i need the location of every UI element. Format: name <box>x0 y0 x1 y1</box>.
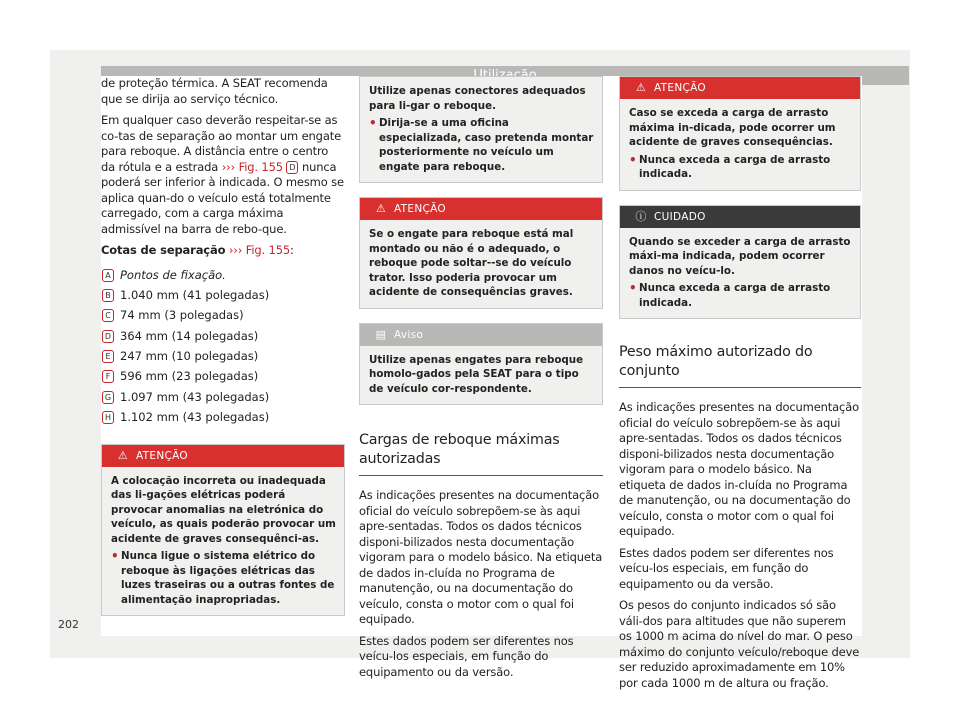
warning-bullet: • Nunca ligue o sistema elétrico do reboque às ligações elétricas das luzes traseiras ou a outras fontes de alimentação inapropriadas. <box>111 549 336 607</box>
list-item <box>101 348 345 368</box>
cotas-heading <box>101 243 345 259</box>
warning-triangle-icon: ⚠ <box>375 202 387 215</box>
warning-box-header <box>102 445 344 467</box>
text: nunca poderá ser inferior à indicada. O mesmo se aplica quan-do o veículo está totalmente carregado, com a carga máxima admissível na barra de rebo-que. <box>101 159 344 236</box>
paragraph: As indicações presentes na documentação oficial do veículo sobrepõem-se às aqui apre-sentadas. Todos os dados técnicos disponi-bilizados nesta documentação vigoram para o modelo básico. Na etiqueta de dados in-cluída no Programa de manutenção, ou na documentação do veículo, consta o motor com o qual foi equipado. <box>359 488 603 626</box>
warning-box-body <box>102 467 344 616</box>
list-item <box>101 307 345 327</box>
callout-badge: E <box>102 350 114 363</box>
column-3 <box>619 76 861 697</box>
list-value: Pontos de fixação. <box>120 267 226 282</box>
list-item <box>101 389 345 409</box>
info-circle-icon: ⓘ <box>635 209 647 223</box>
column-1 <box>101 76 345 630</box>
warning-box-header <box>620 77 860 99</box>
warning-box-header <box>360 198 602 220</box>
list-value: 1.102 mm (43 polegadas) <box>120 410 270 425</box>
paragraph: Os pesos do conjunto indicados só são váli-dos para altitudes que não superem os 1000 m acima do nível do mar. O peso máximo do conjunto veículo/reboque deve ser reduzido aproximadamente em 10% por cada 1000 m de altura ou fração. <box>619 598 860 690</box>
warning-title: ATENÇÃO <box>136 449 188 462</box>
note-box-body <box>360 346 602 405</box>
list-value: 1.097 mm (43 polegadas) <box>120 389 270 404</box>
paragraph: As indicações presentes na documentação oficial do veículo sobrepõem-se às aqui apre-sentadas. Todos os dados técnicos disponi-bilizados nesta documentação vigoram para o modelo básico. Na etiqueta de dados in-cluída no Programa de manutenção, ou na documentação do veículo, consta o motor com o qual foi equipado. <box>619 400 859 538</box>
page-number: 202 <box>58 618 79 631</box>
column-2 <box>359 76 603 686</box>
paragraph: Estes dados podem ser diferentes nos veícu-los especiais, em função do equipamento ou da versão. <box>359 633 574 679</box>
warning-bullet: • Dirija-se a uma oficina especializada, caso pretenda montar posteriormente no veículo um engate para reboque. <box>369 116 594 174</box>
text: : <box>290 243 294 257</box>
list-item <box>101 287 345 307</box>
note-box <box>359 323 603 406</box>
warning-box <box>619 76 861 191</box>
callout-badge: D <box>286 161 298 174</box>
note-text: Utilize apenas engates para reboque homolo-gados pela SEAT para o tipo de veículo cor-respondente. <box>369 353 584 395</box>
caution-title: CUIDADO <box>654 210 706 223</box>
note-box-header <box>360 324 602 346</box>
callout-badge: D <box>102 330 114 343</box>
note-title: Aviso <box>394 328 424 341</box>
list-item <box>101 368 345 388</box>
figure-reference-link[interactable]: ››› Fig. 155 <box>221 159 283 174</box>
caution-bullet: • Nunca exceda a carga de arrasto indicada. <box>629 281 852 310</box>
list-item <box>101 409 345 429</box>
callout-badge: F <box>102 370 114 383</box>
warning-box-body <box>620 99 860 190</box>
warning-text: A colocação incorreta ou inadequada das li-gações elétricas poderá provocar anomalias na eletrónica do veículo, as quais poderão provocar um acidente de graves consequênci-as. <box>111 474 336 545</box>
dimension-list <box>101 267 345 430</box>
caution-box-body <box>620 228 860 319</box>
list-value: 247 mm (10 polegadas) <box>120 349 259 364</box>
callout-badge: H <box>102 411 114 424</box>
list-value: 1.040 mm (41 polegadas) <box>120 287 270 302</box>
section-title: Cargas de reboque máximas autorizadas <box>359 431 603 476</box>
list-item <box>101 267 345 287</box>
list-value: 596 mm (23 polegadas) <box>120 369 259 384</box>
warning-box-body <box>360 77 602 182</box>
list-value: 364 mm (14 polegadas) <box>120 328 259 343</box>
paragraph: Estes dados podem ser diferentes nos veícu-los especiais, em função do equipamento ou da versão. <box>619 545 834 591</box>
warning-title: ATENÇÃO <box>394 203 446 215</box>
paragraph: de proteção térmica. A SEAT recomenda que se dirija ao serviço técnico. <box>101 76 328 106</box>
list-item <box>101 328 345 348</box>
paragraph <box>101 113 345 237</box>
figure-reference-link[interactable]: ››› Fig. 155 <box>228 243 291 257</box>
warning-text: Utilize apenas conectores adequados para li-gar o reboque. <box>369 85 586 112</box>
note-icon: ▤ <box>375 327 387 341</box>
page-content <box>101 76 862 690</box>
warning-text: Caso se exceda a carga de arrasto máxima in-dicada, pode ocorrer um acidente de graves consequências. <box>629 107 836 148</box>
warning-bullet: • Nunca exceda a carga de arrasto indicada. <box>629 153 852 182</box>
warning-box-continued <box>359 76 603 183</box>
text: Cotas de separação <box>101 243 226 257</box>
warning-text: Se o engate para reboque está mal montado ou não é o adequado, o reboque pode soltar--se do veículo trator. Isso poderia provocar um acidente de consequências graves. <box>369 228 574 298</box>
callout-badge: B <box>102 289 114 302</box>
caution-text: Quando se exceder a carga de arrasto máxi-ma indicada, podem ocorrer danos no veícu-lo. <box>629 235 851 277</box>
caution-box-header <box>620 206 860 228</box>
text: Em qualquer caso deverão respeitar-se as co-tas de separação ao montar um engate para reboque. A distância entre o centro da rótula e a estrada <box>101 113 342 174</box>
warning-box <box>359 197 603 309</box>
caution-box <box>619 205 861 320</box>
warning-box <box>101 444 345 617</box>
callout-badge: G <box>102 391 114 404</box>
callout-badge: C <box>102 309 114 322</box>
warning-triangle-icon: ⚠ <box>117 448 129 462</box>
list-value: 74 mm (3 polegadas) <box>120 308 244 323</box>
warning-title: ATENÇÃO <box>654 82 706 94</box>
callout-badge: A <box>102 269 114 282</box>
warning-triangle-icon: ⚠ <box>635 81 647 94</box>
section-title: Peso máximo autorizado do conjunto <box>619 343 861 388</box>
warning-box-body <box>360 220 602 308</box>
